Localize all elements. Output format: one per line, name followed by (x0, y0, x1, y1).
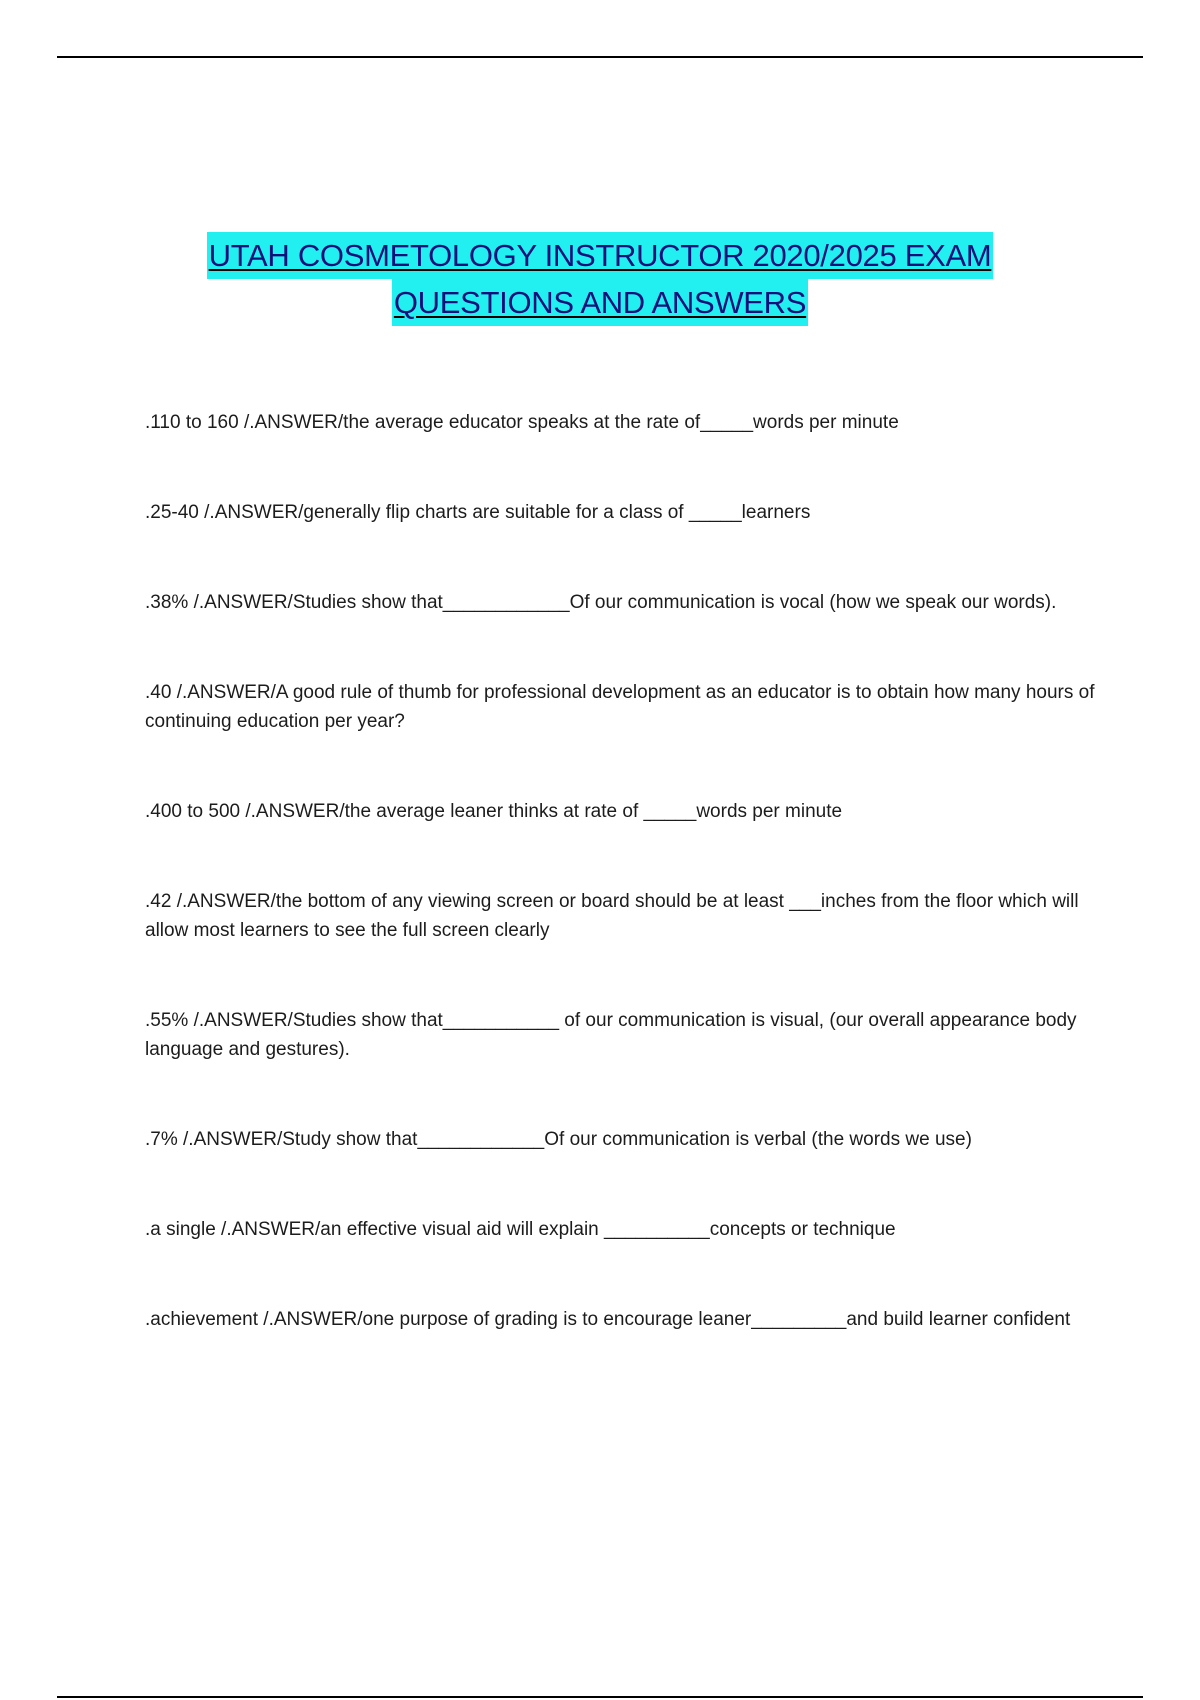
document-title (0, 232, 1200, 326)
title-line-1: UTAH COSMETOLOGY INSTRUCTOR 2020/2025 EXAM (207, 232, 994, 279)
qa-item-1: .110 to 160 /.ANSWER/the average educator speaks at the rate of_____words per minute (145, 412, 899, 433)
qa-item-4: .40 /.ANSWER/A good rule of thumb for professional development as an educator is to obtain how many hours of continuing education per year? (145, 682, 1100, 732)
qa-item-2: .25-40 /.ANSWER/generally flip charts are suitable for a class of _____learners (145, 502, 811, 523)
qa-item-5: .400 to 500 /.ANSWER/the average leaner thinks at rate of _____words per minute (145, 801, 843, 822)
qa-item-6: .42 /.ANSWER/the bottom of any viewing screen or board should be at least ___inches from the floor which will allow most learners to see the full screen clearly (145, 891, 1084, 941)
title-line-2: QUESTIONS AND ANSWERS (392, 279, 808, 326)
qa-item-9: .a single /.ANSWER/an effective visual aid will explain __________concepts or technique (145, 1219, 896, 1240)
qa-item-10: .achievement /.ANSWER/one purpose of grading is to encourage leaner_________and build learner confident (145, 1309, 1071, 1330)
footer-rule (57, 1696, 1143, 1698)
qa-list (145, 408, 1100, 1334)
qa-item-3: .38% /.ANSWER/Studies show that____________Of our communication is vocal (how we speak our words). (145, 592, 1057, 613)
header-rule (57, 56, 1143, 58)
qa-item-7: .55% /.ANSWER/Studies show that___________ of our communication is visual, (our overall appearance body language and gestures). (145, 1010, 1082, 1060)
qa-item-8: .7% /.ANSWER/Study show that____________Of our communication is verbal (the words we use) (145, 1129, 972, 1150)
